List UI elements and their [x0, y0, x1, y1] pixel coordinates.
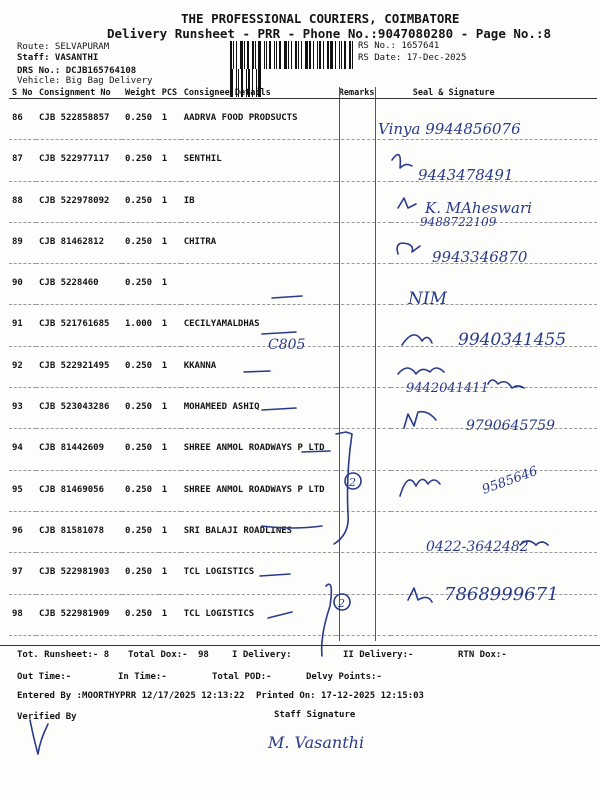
row-sno: 98: [9, 594, 36, 635]
table-row: [9, 553, 597, 594]
table-header-row: [9, 87, 597, 99]
i-delivery: I Delivery:: [232, 650, 292, 660]
handwritten-note: 9442041411: [406, 381, 489, 396]
table-row: [9, 222, 597, 263]
table-row: [9, 181, 597, 222]
table-row: [9, 470, 597, 511]
consignee-name: TCL LOGISTICS: [181, 553, 336, 594]
handwritten-note: Vinya 9944856076: [378, 120, 521, 138]
handwritten-note: 9488722109: [420, 215, 497, 229]
header-pcs: PCS: [159, 87, 181, 99]
handwritten-note: 9940341455: [458, 330, 567, 350]
total-dox-value: 98: [198, 650, 209, 660]
staff-signature-ink: M. Vasanthi: [268, 733, 365, 752]
row-weight: 0.250: [122, 470, 159, 511]
header-sno: S No: [9, 87, 36, 99]
verified-by: Verified By: [17, 712, 77, 722]
footer-divider: [0, 645, 600, 646]
total-runsheet: Tot. Runsheet:- 8: [17, 650, 110, 660]
row-weight: 0.250: [122, 140, 159, 181]
handwritten-note: 9443478491: [418, 166, 514, 184]
ii-delivery: II Delivery:-: [343, 650, 414, 660]
row-signature: [391, 553, 597, 594]
consignment-number: CJB 522858857: [36, 99, 122, 140]
row-weight: 0.250: [122, 388, 159, 429]
consignment-number: CJB 522981903: [36, 553, 122, 594]
row-pcs: 1: [159, 264, 181, 305]
table-row: [9, 429, 597, 470]
row-sno: 92: [9, 346, 36, 387]
row-pcs: 1: [159, 181, 181, 222]
row-weight: 1.000: [122, 305, 159, 346]
consignment-number: CJB 5228460: [36, 264, 122, 305]
rs-number: RS No.: 1657641: [358, 41, 440, 51]
handwritten-note: 0422-3642482: [426, 539, 529, 555]
row-weight: 0.250: [122, 511, 159, 552]
row-remarks: [336, 305, 391, 346]
row-weight: 0.250: [122, 181, 159, 222]
row-weight: 0.250: [122, 222, 159, 263]
row-remarks: [336, 346, 391, 387]
consignment-number: CJB 81462812: [36, 222, 122, 263]
row-pcs: 1: [159, 99, 181, 140]
total-pod: Total POD:-: [212, 672, 272, 682]
row-sno: 95: [9, 470, 36, 511]
row-sno: 94: [9, 429, 36, 470]
vehicle-label: Vehicle: Big Bag Delivery: [17, 76, 153, 86]
consignee-name: KKANNA: [181, 346, 336, 387]
row-remarks: [336, 99, 391, 140]
handwritten-note: K. MAheswari: [425, 199, 532, 217]
header-consignee: Consignee Details: [181, 87, 336, 99]
row-sno: 88: [9, 181, 36, 222]
row-sno: 96: [9, 511, 36, 552]
row-pcs: 1: [159, 429, 181, 470]
row-signature: [391, 346, 597, 387]
rtn-dox: RTN Dox:-: [458, 650, 507, 660]
row-signature: [391, 429, 597, 470]
runsheet-subtitle: Delivery Runsheet - PRR - Phone No.:9047080280 - Page No.:8: [107, 26, 552, 41]
row-signature: [391, 140, 597, 181]
row-weight: 0.250: [122, 429, 159, 470]
row-signature: [391, 594, 597, 635]
table-row: [9, 388, 597, 429]
row-weight: 0.250: [122, 264, 159, 305]
row-remarks: [336, 470, 391, 511]
runsheet-table: [9, 87, 597, 636]
row-remarks: [336, 140, 391, 181]
consignee-name: SENTHIL: [181, 140, 336, 181]
company-title: THE PROFESSIONAL COURIERS, COIMBATORE: [181, 11, 460, 26]
table-row: [9, 99, 597, 140]
row-sno: 86: [9, 99, 36, 140]
row-pcs: 1: [159, 470, 181, 511]
row-signature: [391, 222, 597, 263]
signature-divider: [375, 87, 376, 641]
staff-signature-label: Staff Signature: [274, 710, 356, 720]
row-pcs: 1: [159, 140, 181, 181]
row-weight: 0.250: [122, 553, 159, 594]
header-consignment: Consignment No: [36, 87, 122, 99]
row-signature: [391, 99, 597, 140]
barcode-image: [230, 41, 355, 69]
handwritten-note: 9943346870: [432, 248, 528, 266]
row-remarks: [336, 553, 391, 594]
row-remarks: [336, 181, 391, 222]
remarks-divider: [339, 87, 340, 641]
consignment-number: CJB 522978092: [36, 181, 122, 222]
row-signature: [391, 264, 597, 305]
handwritten-note: 7868999671: [444, 584, 559, 605]
row-sno: 87: [9, 140, 36, 181]
consignment-number: CJB 81581078: [36, 511, 122, 552]
consignee-name: CHITRA: [181, 222, 336, 263]
consignee-name: TCL LOGISTICS: [181, 594, 336, 635]
in-time: In Time:-: [118, 672, 167, 682]
header-remarks: Remarks: [336, 87, 391, 99]
consignee-name: SRI BALAJI ROADLINES: [181, 511, 336, 552]
verifier-signature: [30, 720, 48, 754]
row-pcs: 1: [159, 222, 181, 263]
row-pcs: 1: [159, 305, 181, 346]
handwritten-note: NIM: [408, 289, 447, 309]
row-sno: 91: [9, 305, 36, 346]
printed-on: Printed On: 17-12-2025 12:15:03: [256, 691, 424, 701]
row-remarks: [336, 429, 391, 470]
row-remarks: [336, 222, 391, 263]
out-time: Out Time:-: [17, 672, 72, 682]
entered-by: Entered By :MOORTHYPRR 12/17/2025 12:13:22: [17, 691, 245, 701]
row-remarks: [336, 388, 391, 429]
row-signature: [391, 181, 597, 222]
row-weight: 0.250: [122, 594, 159, 635]
row-signature: [391, 470, 597, 511]
row-weight: 0.250: [122, 99, 159, 140]
row-sno: 90: [9, 264, 36, 305]
table-row: [9, 511, 597, 552]
table-row: [9, 594, 597, 635]
staff-label: Staff: VASANTHI: [17, 53, 99, 63]
row-remarks: [336, 264, 391, 305]
header-seal: Seal & Signature: [391, 87, 597, 99]
handwritten-note: 2: [338, 597, 345, 610]
consignment-number: CJB 81469056: [36, 470, 122, 511]
row-signature: [391, 388, 597, 429]
table-row: [9, 346, 597, 387]
delivery-points: Delvy Points:-: [306, 672, 382, 682]
header-weight: Weight: [122, 87, 159, 99]
row-remarks: [336, 594, 391, 635]
row-weight: 0.250: [122, 346, 159, 387]
consignee-name: AADRVA FOOD PRODSUCTS: [181, 99, 336, 140]
row-sno: 89: [9, 222, 36, 263]
row-sno: 97: [9, 553, 36, 594]
consignee-name: MOHAMEED ASHIQ: [181, 388, 336, 429]
consignment-number: CJB 522921495: [36, 346, 122, 387]
handwritten-note: 9790645759: [466, 418, 556, 434]
row-pcs: 1: [159, 511, 181, 552]
consignee-name: IB: [181, 181, 336, 222]
row-pcs: 1: [159, 346, 181, 387]
drs-number: DRS No.: DCJB165764108: [17, 66, 137, 76]
consignment-number: CJB 522977117: [36, 140, 122, 181]
handwritten-note: C805: [268, 337, 306, 353]
consignment-number: CJB 521761685: [36, 305, 122, 346]
table-row: [9, 264, 597, 305]
route-label: Route: SELVAPURAM: [17, 42, 110, 52]
row-signature: [391, 305, 597, 346]
consignment-number: CJB 523043286: [36, 388, 122, 429]
consignee-name: [181, 264, 336, 305]
consignee-name: SHREE ANMOL ROADWAYS P LTD: [181, 429, 336, 470]
consignment-number: CJB 522981909: [36, 594, 122, 635]
row-signature: [391, 511, 597, 552]
row-pcs: 1: [159, 553, 181, 594]
consignee-name: SHREE ANMOL ROADWAYS P LTD: [181, 470, 336, 511]
row-pcs: 1: [159, 388, 181, 429]
row-pcs: 1: [159, 594, 181, 635]
table-row: [9, 140, 597, 181]
handwritten-note: 9585646: [480, 463, 540, 498]
row-sno: 93: [9, 388, 36, 429]
rs-date: RS Date: 17-Dec-2025: [358, 53, 467, 63]
table-row: [9, 305, 597, 346]
total-dox-label: Total Dox:-: [128, 650, 188, 660]
handwritten-note: 2: [349, 476, 356, 489]
consignee-name: CECILYAMALDHAS: [181, 305, 336, 346]
row-remarks: [336, 511, 391, 552]
consignment-number: CJB 81442609: [36, 429, 122, 470]
